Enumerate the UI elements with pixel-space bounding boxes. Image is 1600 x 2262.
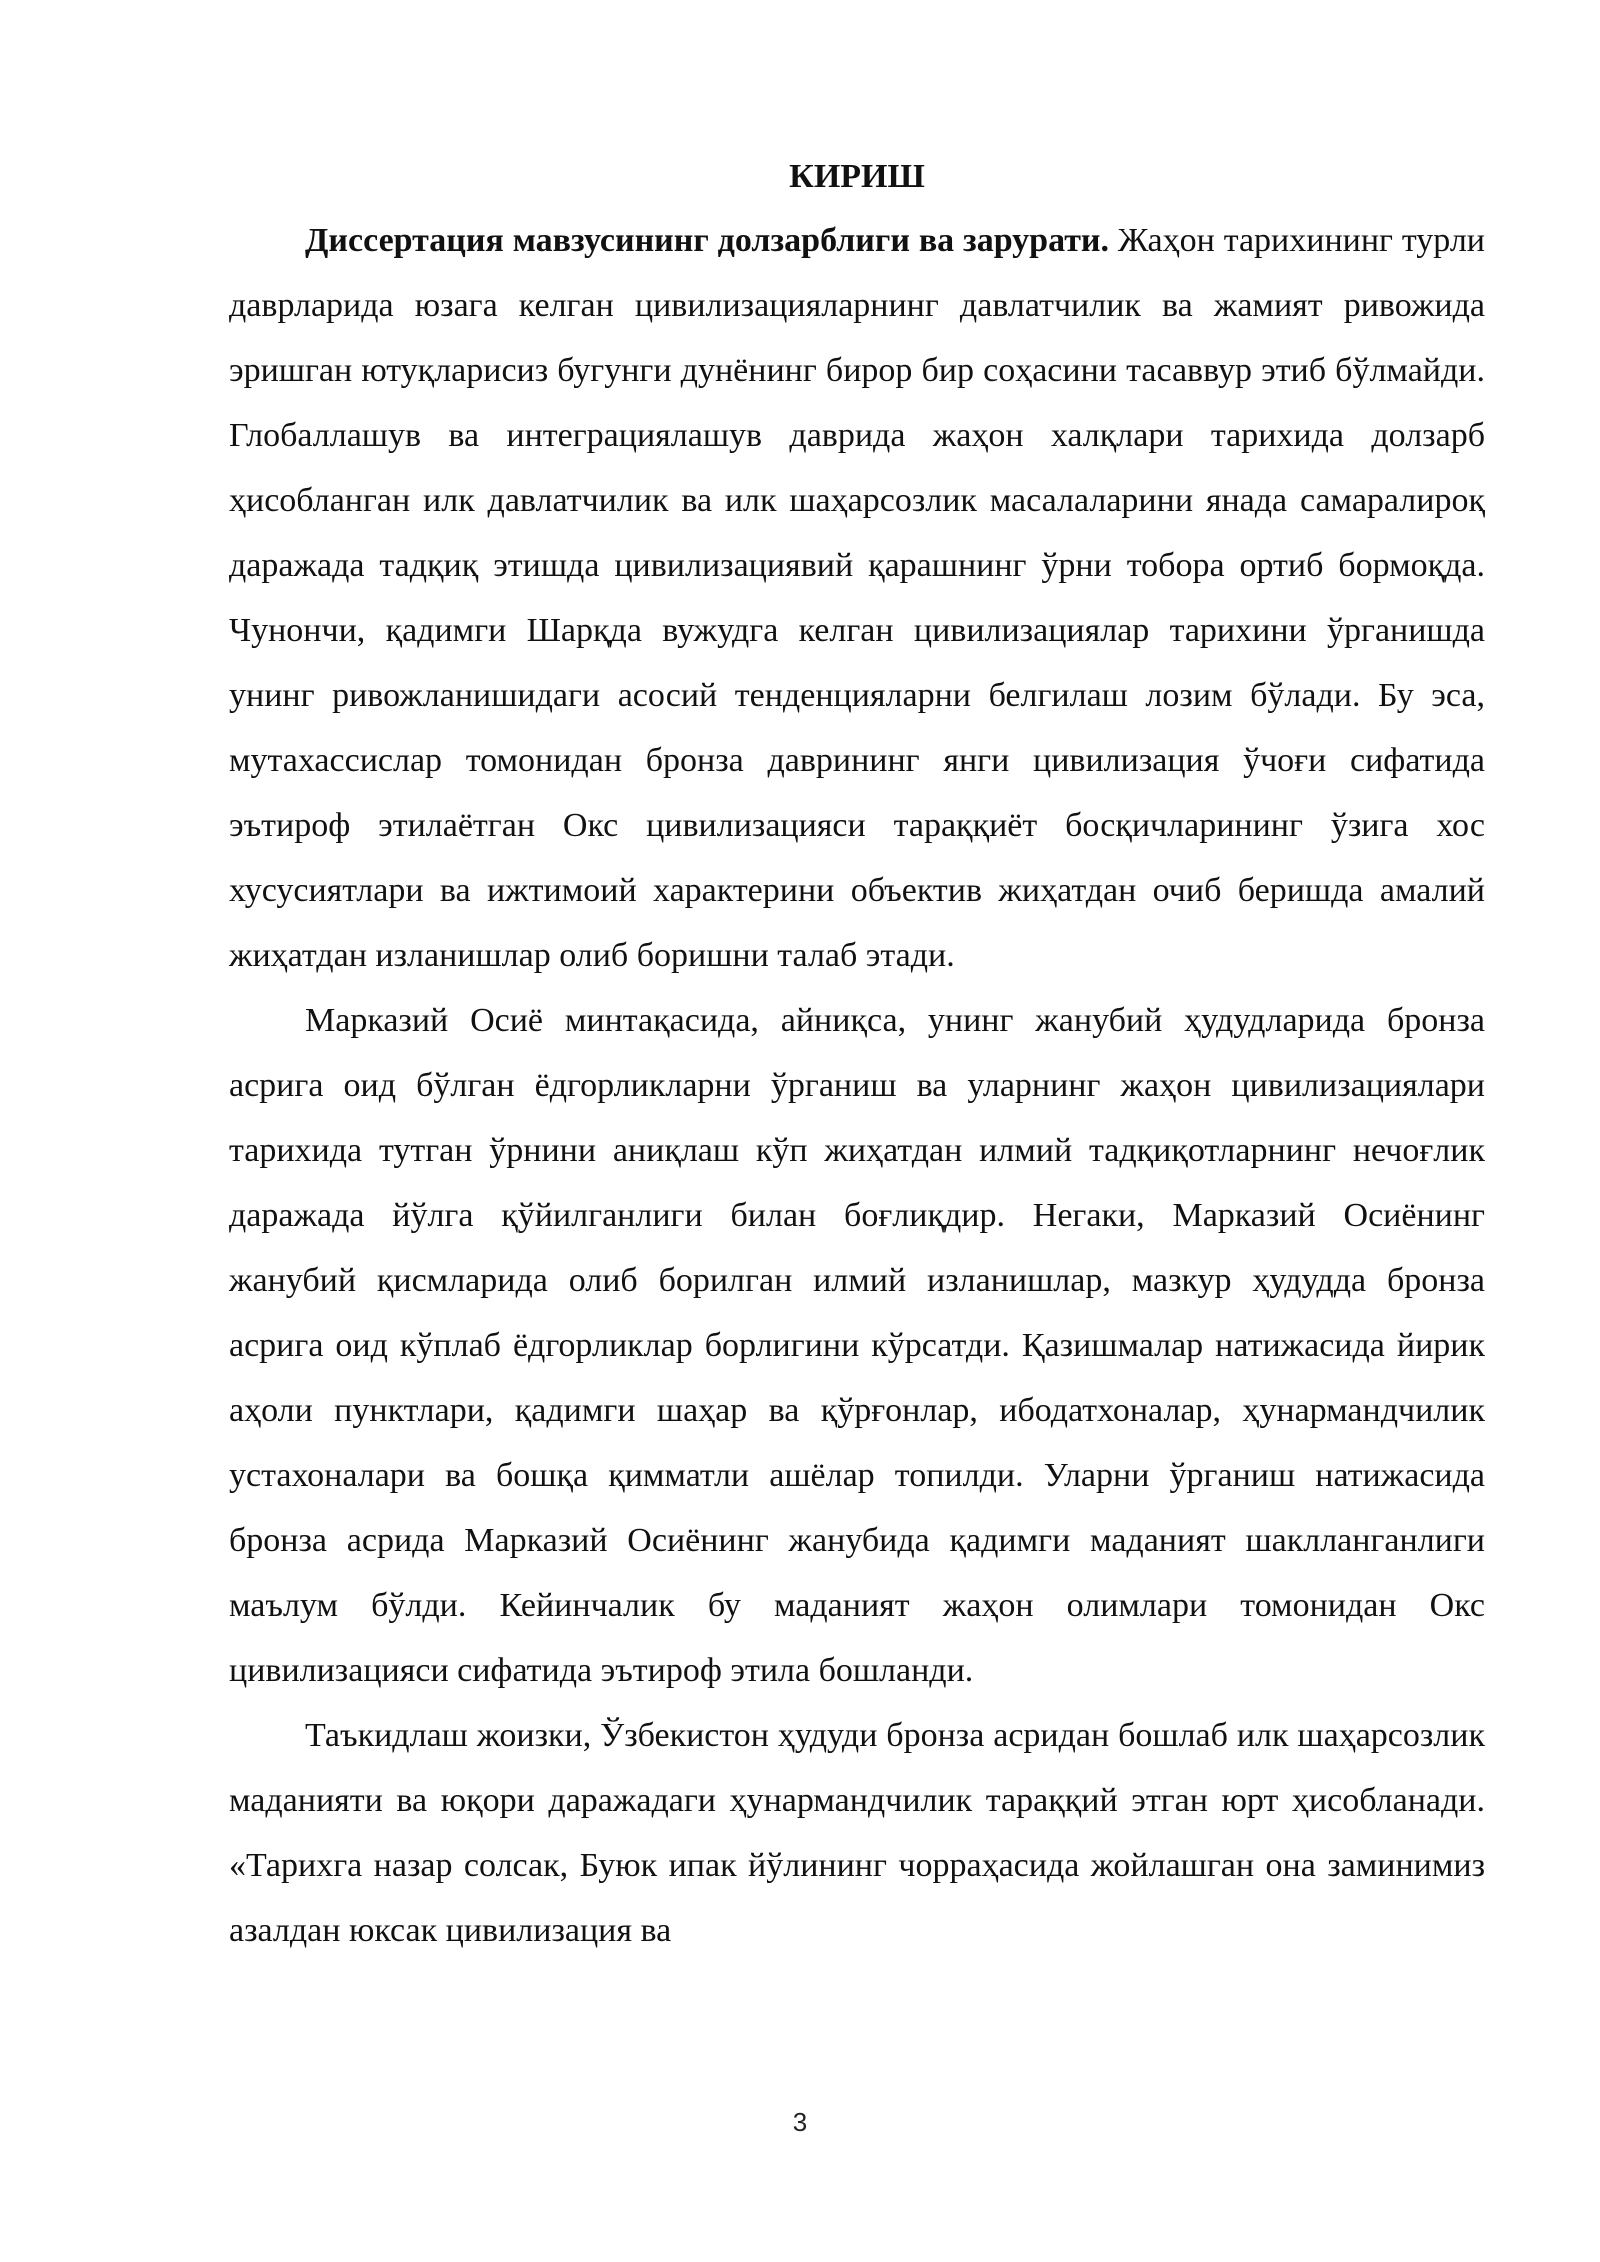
paragraph-relevance — [229, 208, 1485, 988]
paragraph-text: Марказий Осиё минтақасида, айниқса, унинг жанубий ҳудудларида бронза асрига оид бўлган ёдгорликларни ўрганиш ва уларнинг жаҳон цивилизациялари тарихида тутган ўрнини аниқлаш кўп жиҳатдан илмий тадқиқотларнинг нечоғлик даражада йўлга қўйилганлиги билан боғлиқдир. Негаки, Марказий Осиёнинг жанубий қисмларида олиб борилган илмий изланишлар, мазкур ҳудудда бронза асрига оид кўплаб ёдгорликлар борлигини кўрсатди. Қазишмалар натижасида йирик аҳоли пунктлари, қадимги шаҳар ва қўрғонлар, ибодатхоналар, ҳунармандчилик устахоналари ва бошқа қимматли ашёлар топилди. Уларни ўрганиш натижасида бронза асрида Марказий Осиёнинг жанубида қадимги маданият шаклланганлиги маълум бўлди. Кейинчалик бу маданият жаҳон олимлари томонидан Окс цивилизацияси сифатида эътироф этила бошланди. — [229, 1002, 1485, 1689]
paragraph-lead-bold: Диссертация мавзусининг долзарблиги ва зарурати. — [305, 222, 1110, 259]
paragraph-uzbekistan — [229, 1703, 1485, 1963]
paragraph-text: Жаҳон тарихининг турли даврларида юзага келган цивилизацияларнинг давлатчилик ва жамият ривожида эришган ютуқларисиз бугунги дунёнинг бирор бир соҳасини тасаввур этиб бўлмайди. Глобаллашув ва интеграциялашув даврида жаҳон халқлари тарихида долзарб ҳисобланган илк давлатчилик ва илк шаҳарсозлик масалаларини янада самаралироқ даражада тадқиқ этишда цивилизациявий қарашнинг ўрни тобора ортиб бормоқда. Чунончи, қадимги Шарқда вужудга келган цивилизациялар тарихини ўрганишда унинг ривожланишидаги асосий тенденцияларни белгилаш лозим бўлади. Бу эса, мутахассислар томонидан бронза даврининг янги цивилизация ўчоғи сифатида эътироф этилаётган Окс цивилизацияси тараққиёт босқичларининг ўзига хос хусусиятлари ва ижтимоий характерини объектив жиҳатдан очиб беришда амалий жиҳатдан изланишлар олиб боришни талаб этади. — [229, 222, 1485, 974]
paragraph-text: Таъкидлаш жоизки, Ўзбекистон ҳудуди бронза асридан бошлаб илк шаҳарсозлик маданияти ва юқори даражадаги ҳунармандчилик тараққий этган юрт ҳисобланади. «Тарихга назар солсак, Буюк ипак йўлининг чорраҳасида жойлашган она заминимиз азалдан юксак цивилизация ва — [229, 1717, 1485, 1949]
section-heading: КИРИШ — [789, 158, 925, 195]
page-body — [229, 150, 1485, 1963]
paragraph-central-asia — [229, 988, 1485, 1703]
page-number: 3 — [792, 2107, 808, 2137]
